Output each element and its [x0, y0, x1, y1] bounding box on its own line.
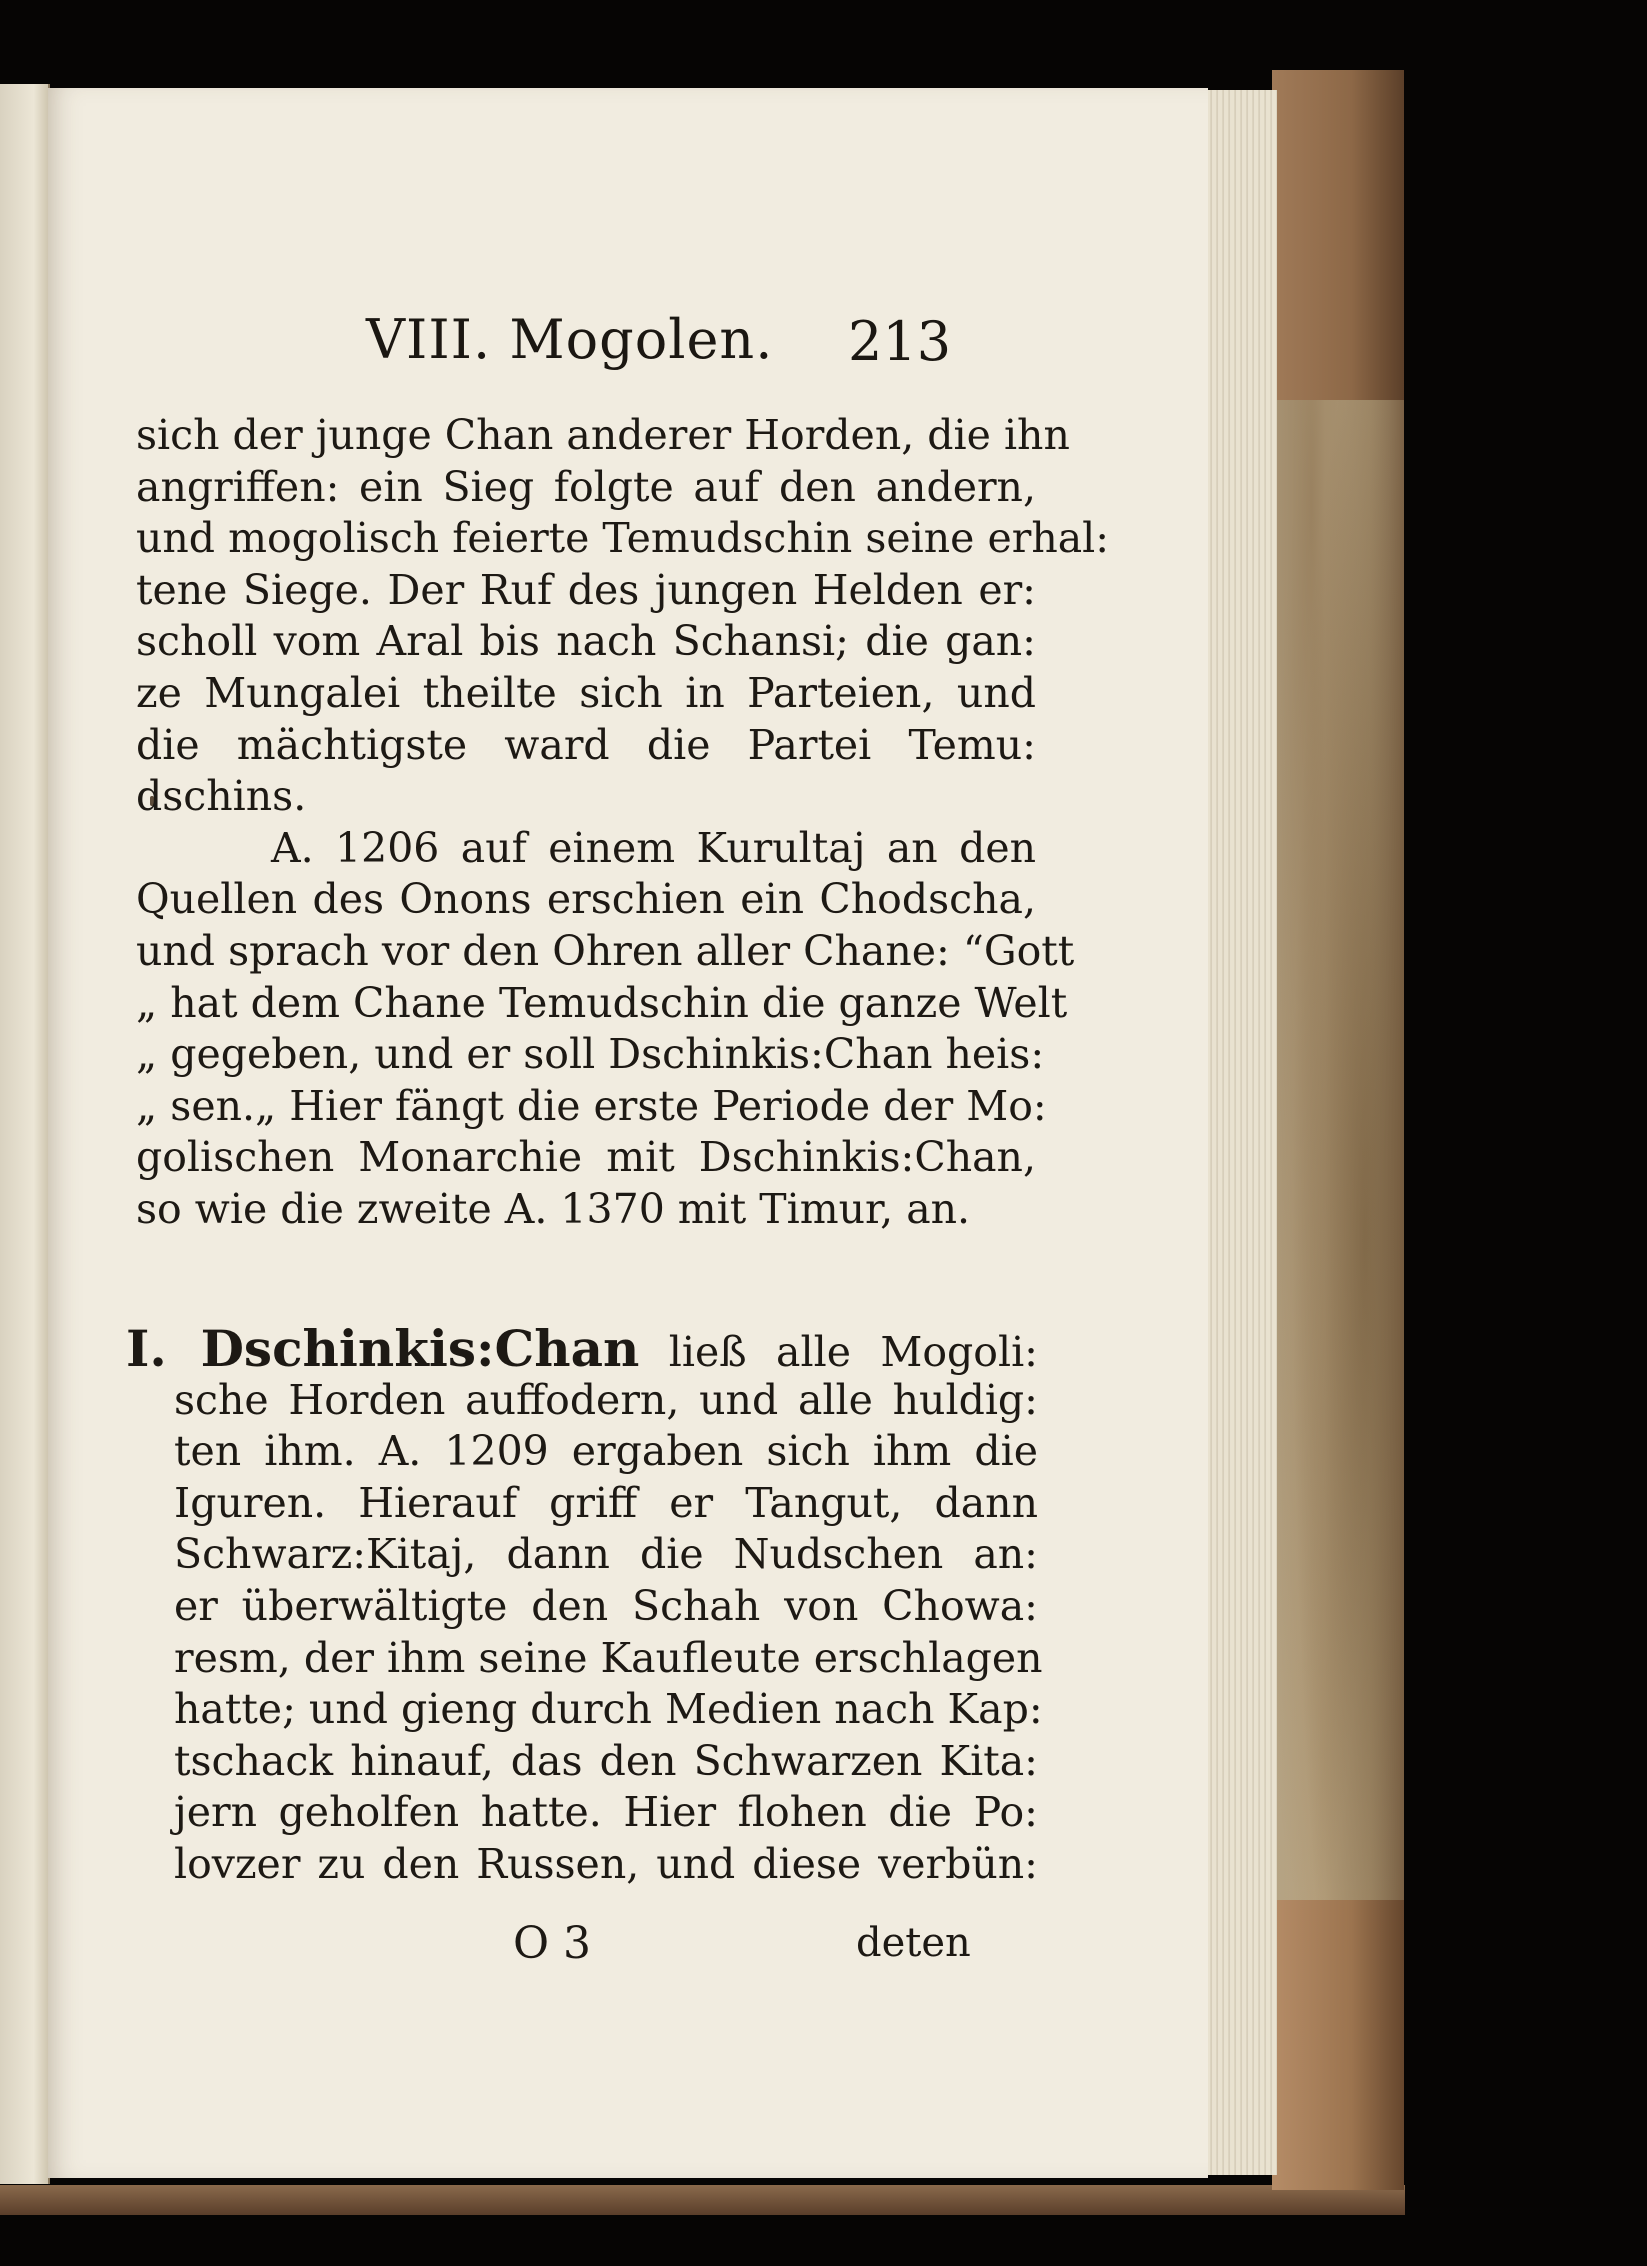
- text-line: ten ihm. A. 1209 ergaben sich ihm die: [174, 1427, 1038, 1476]
- text-line: A. 1206 auf einem Kurultaj an den: [271, 823, 1036, 872]
- section-heading: I. Dschinkis:Chan: [126, 1319, 640, 1378]
- catchword: deten: [856, 1920, 971, 1966]
- text-line: hatte; und gieng durch Medien nach Kap:: [174, 1685, 1043, 1734]
- text-line: sche Horden auffodern, und alle huldig:: [174, 1375, 1038, 1424]
- previous-page-edge: [0, 84, 50, 2184]
- text-line-fragment: ließ alle Mogoli:: [668, 1328, 1038, 1376]
- text-line: und mogolisch feierte Temudschin seine erhal:: [136, 514, 1110, 563]
- section-first-line: [126, 1319, 1038, 1378]
- text-line: angriffen: ein Sieg folgte auf den andern,: [136, 462, 1036, 511]
- book-cover-bottom: [0, 2185, 1405, 2215]
- text-line: tschack hinauf, das den Schwarzen Kita:: [174, 1736, 1038, 1785]
- text-line: dschins.: [136, 772, 307, 821]
- text-line: lovzer zu den Russen, und diese verbün:: [174, 1839, 1038, 1888]
- page-number: 213: [848, 310, 952, 373]
- leather-cover-corner-bottom: [1272, 1900, 1404, 2190]
- text-line: die mächtigste ward die Partei Temu:: [136, 720, 1036, 769]
- text-line: Iguren. Hierauf griff er Tangut, dann: [174, 1478, 1038, 1527]
- text-line: ze Mungalei theilte sich in Parteien, und: [136, 668, 1036, 717]
- body-text: [136, 410, 1110, 1236]
- book-page: [48, 88, 1208, 2178]
- text-line: und sprach vor den Ohren aller Chane: “Gott: [136, 926, 1075, 975]
- leather-cover-corner-top: [1272, 70, 1404, 400]
- text-line: „ gegeben, und er soll Dschinkis:Chan heis:: [136, 1030, 1045, 1079]
- book: [0, 70, 1405, 2220]
- section-dschinkis-chan: [126, 1319, 1043, 1891]
- text-line: scholl vom Aral bis nach Schansi; die gan:: [136, 617, 1036, 666]
- text-line: „ hat dem Chane Temudschin die ganze Welt: [136, 978, 1068, 1027]
- text-line: tene Siege. Der Ruf des jungen Helden er:: [136, 565, 1036, 614]
- page-stack-edges: [1200, 90, 1277, 2175]
- text-line: golischen Monarchie mit Dschinkis:Chan,: [136, 1133, 1036, 1182]
- text-line: er überwältigte den Schah von Chowa:: [174, 1581, 1038, 1630]
- text-line: Quellen des Onons erschien ein Chodscha,: [136, 875, 1036, 924]
- text-line: resm, der ihm seine Kaufleute erschlagen: [174, 1633, 1043, 1682]
- text-line: sich der junge Chan anderer Horden, die ihn: [136, 411, 1070, 459]
- text-line: jern geholfen hatte. Hier flohen die Po:: [174, 1788, 1038, 1837]
- chapter-title: VIII. Mogolen.: [366, 308, 774, 371]
- text-line: Schwarz:Kitaj, dann die Nudschen an:: [174, 1530, 1038, 1579]
- running-head: [48, 308, 1208, 398]
- signature-mark: O 3: [513, 1918, 592, 1969]
- page-footer: [48, 1918, 1208, 1978]
- text-line: so wie die zweite A. 1370 mit Timur, an.: [136, 1184, 971, 1233]
- text-line: „ sen.„ Hier fängt die erste Periode der Mo:: [136, 1081, 1047, 1130]
